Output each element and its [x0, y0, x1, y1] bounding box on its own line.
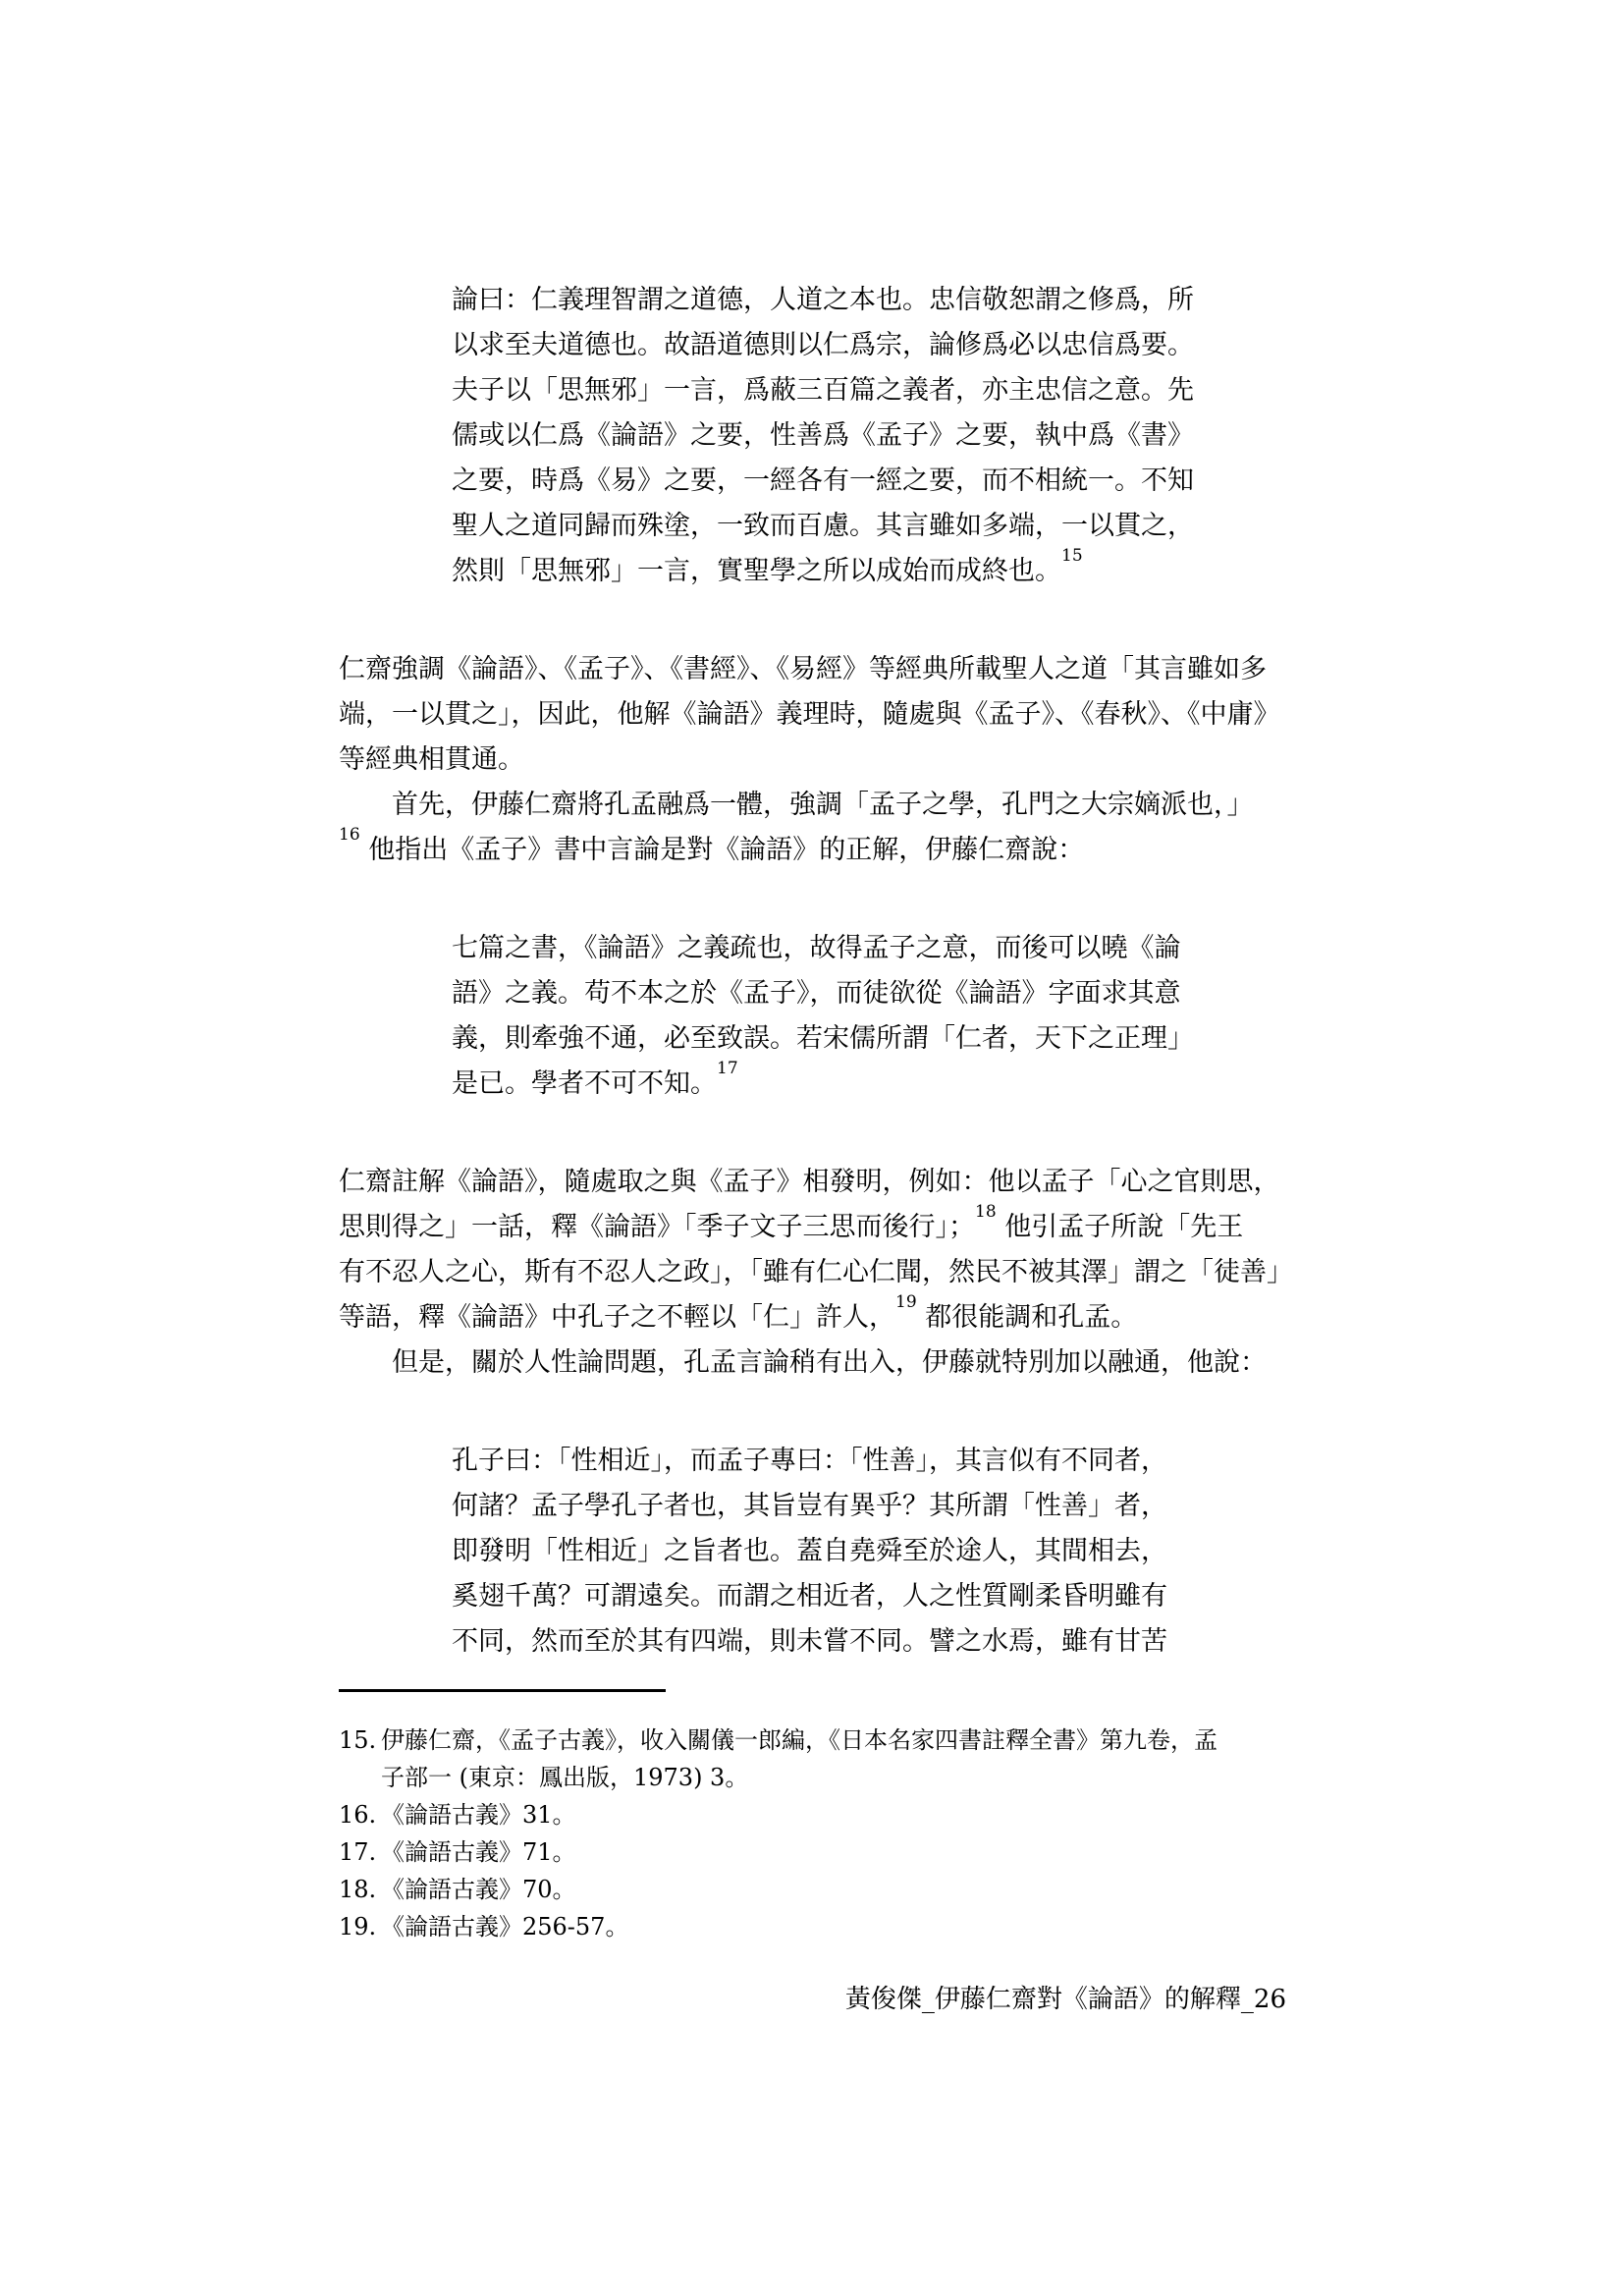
text-line — [339, 1201, 1286, 1250]
text-run: 聖人之道同歸而殊塗，一致而百慮。其言雖如多端，一以貫之， — [452, 511, 1194, 541]
text-run: 以求至夫道德也。故語道德則以仁爲宗，論修爲必以忠信爲要。 — [452, 330, 1194, 360]
text-line — [339, 1250, 1293, 1295]
text-run: 孔子曰：「性相近」，而孟子專曰：「性善」，其言似有不同者， — [452, 1446, 1167, 1476]
text-line — [339, 1340, 1286, 1386]
footnote-number: 19. — [339, 1913, 377, 1941]
text-run: 都很能調和孔孟。 — [916, 1302, 1138, 1333]
footnote-reference: 16 — [339, 824, 360, 845]
text-line — [452, 971, 1215, 1016]
text-line — [452, 926, 1215, 971]
text-line — [339, 738, 1286, 783]
text-run: 他指出《孟子》書中言論是對《論語》的正解，伊藤仁齋說： — [359, 835, 1085, 865]
text-line — [452, 1016, 1215, 1062]
text-run: 有不忍人之心，斯有不忍人之政」，「雖有仁心仁聞，然民不被其澤」謂之「徒善」 — [339, 1257, 1293, 1287]
text-line — [339, 1291, 1286, 1340]
footnote-text — [381, 1722, 1286, 1796]
text-line — [339, 1160, 1286, 1205]
text-line — [452, 1574, 1215, 1619]
footnote-line: 《論語古義》71。 — [381, 1838, 576, 1866]
text-line — [452, 1529, 1215, 1574]
footnotes-section — [339, 1689, 1286, 1945]
footnote-item — [339, 1722, 1286, 1796]
footnote-number: 18. — [339, 1876, 377, 1903]
text-line — [452, 278, 1215, 323]
footnote-text — [381, 1796, 1286, 1833]
text-run: 是已。學者不可不知。 — [452, 1068, 717, 1099]
footnote-text — [381, 1833, 1286, 1871]
footnote-line: 子部一 (東京：鳳出版，1973) 3。 — [381, 1764, 749, 1791]
text-run: 夫子以「思無邪」一言，爲蔽三百篇之義者，亦主忠信之意。先 — [452, 375, 1194, 406]
text-line — [452, 323, 1215, 368]
quote-qipian-zhishu — [452, 926, 1215, 1107]
footnote-item — [339, 1871, 1286, 1908]
text-run: 七篇之書，《論語》之義疏也，故得孟子之意，而後可以曉《論 — [452, 933, 1181, 963]
footnote-number: 16. — [339, 1801, 377, 1829]
text-run: 義，則牽強不通，必至致誤。若宋儒所謂「仁者，天下之正理」 — [452, 1023, 1194, 1054]
text-line — [452, 545, 1215, 594]
text-line — [452, 1484, 1215, 1529]
text-run: 他引孟子所說「先王 — [996, 1212, 1244, 1242]
document-body — [339, 278, 1293, 1718]
text-run: 端，一以貫之」，因此，他解《論語》義理時，隨處與《孟子》、《春秋》、《中庸》 — [339, 699, 1280, 730]
text-run: 思則得之」一話，釋《論語》「季子文子三思而後行」； — [339, 1212, 975, 1242]
text-run: 等經典相貫通。 — [339, 744, 524, 775]
footnote-line: 《論語古義》256-57。 — [381, 1913, 629, 1941]
para-danshi — [339, 1340, 1286, 1386]
page-footer-running-title: 黃俊傑_伊藤仁齋對《論語》的解釋_26 — [844, 1985, 1286, 2014]
footnote-reference: 17 — [717, 1058, 738, 1078]
text-run: 但是，關於人性論問題，孔孟言論稍有出入，伊藤就特別加以融通，他說： — [392, 1347, 1267, 1378]
footnote-item — [339, 1796, 1286, 1833]
footnote-line: 伊藤仁齋，《孟子古義》，收入關儀一郎編，《日本名家四書註釋全書》第九卷，孟 — [381, 1726, 1217, 1754]
text-line — [452, 368, 1215, 413]
text-line — [452, 1439, 1215, 1484]
quote-xingxiangjin — [452, 1439, 1215, 1665]
para-renzhai-zhujie — [339, 1160, 1293, 1340]
footnote-item — [339, 1908, 1286, 1945]
text-run: 即發明「性相近」之旨者也。蓋自堯舜至於途人，其間相去， — [452, 1536, 1167, 1566]
text-run: 何諸？孟子學孔子者也，其旨豈有異乎？其所謂「性善」者， — [452, 1491, 1167, 1521]
text-run: 仁齋強調《論語》、《孟子》、《書經》、《易經》等經典所載聖人之道「其言雖如多 — [339, 654, 1267, 684]
footnote-item — [339, 1833, 1286, 1871]
para-renzhai-qiangdiao — [339, 647, 1286, 783]
footnotes-list — [339, 1722, 1286, 1945]
text-run: 語》之義。苟不本之於《孟子》，而徒欲從《論語》字面求其意 — [452, 978, 1181, 1009]
footnote-number: 17. — [339, 1838, 377, 1866]
footnote-number: 15. — [339, 1726, 377, 1754]
footnote-text — [381, 1908, 1286, 1945]
text-line — [452, 1058, 1215, 1107]
text-run: 等語，釋《論語》中孔子之不輕以「仁」許人， — [339, 1302, 895, 1333]
footnote-line: 《論語古義》70。 — [381, 1876, 576, 1903]
text-line — [339, 783, 1286, 828]
text-run: 之要，時爲《易》之要，一經各有一經之要，而不相統一。不知 — [452, 465, 1194, 496]
text-line — [452, 1619, 1215, 1665]
text-line — [452, 504, 1215, 549]
text-line — [339, 647, 1286, 692]
text-line — [339, 692, 1286, 738]
text-line — [339, 824, 1286, 873]
footnote-reference: 15 — [1061, 545, 1083, 566]
footnote-reference: 18 — [975, 1201, 997, 1222]
text-run: 仁齋註解《論語》，隨處取之與《孟子》相發明，例如：他以孟子「心之官則思， — [339, 1167, 1280, 1197]
quote-renyi-daode — [452, 278, 1215, 594]
text-run: 論曰：仁義理智謂之道德，人道之本也。忠信敬恕謂之修爲，所 — [452, 285, 1194, 315]
text-run: 首先，伊藤仁齋將孔孟融爲一體，強調「孟子之學，孔門之大宗嫡派也，」 — [392, 790, 1254, 820]
footnote-text — [381, 1871, 1286, 1908]
para-shouxian — [339, 783, 1286, 873]
text-run: 然則「思無邪」一言，實聖學之所以成始而成終也。 — [452, 556, 1061, 586]
text-run: 儒或以仁爲《論語》之要，性善爲《孟子》之要，執中爲《書》 — [452, 420, 1194, 451]
text-run: 不同，然而至於其有四端，則未嘗不同。譬之水焉，雖有甘苦 — [452, 1626, 1167, 1657]
footnote-reference: 19 — [895, 1291, 917, 1312]
text-line — [452, 459, 1215, 504]
footnote-separator-rule — [339, 1689, 666, 1692]
text-run: 奚翅千萬？可謂遠矣。而謂之相近者，人之性質剛柔昏明雖有 — [452, 1581, 1167, 1612]
text-line — [452, 413, 1215, 459]
footnote-line: 《論語古義》31。 — [381, 1801, 576, 1829]
